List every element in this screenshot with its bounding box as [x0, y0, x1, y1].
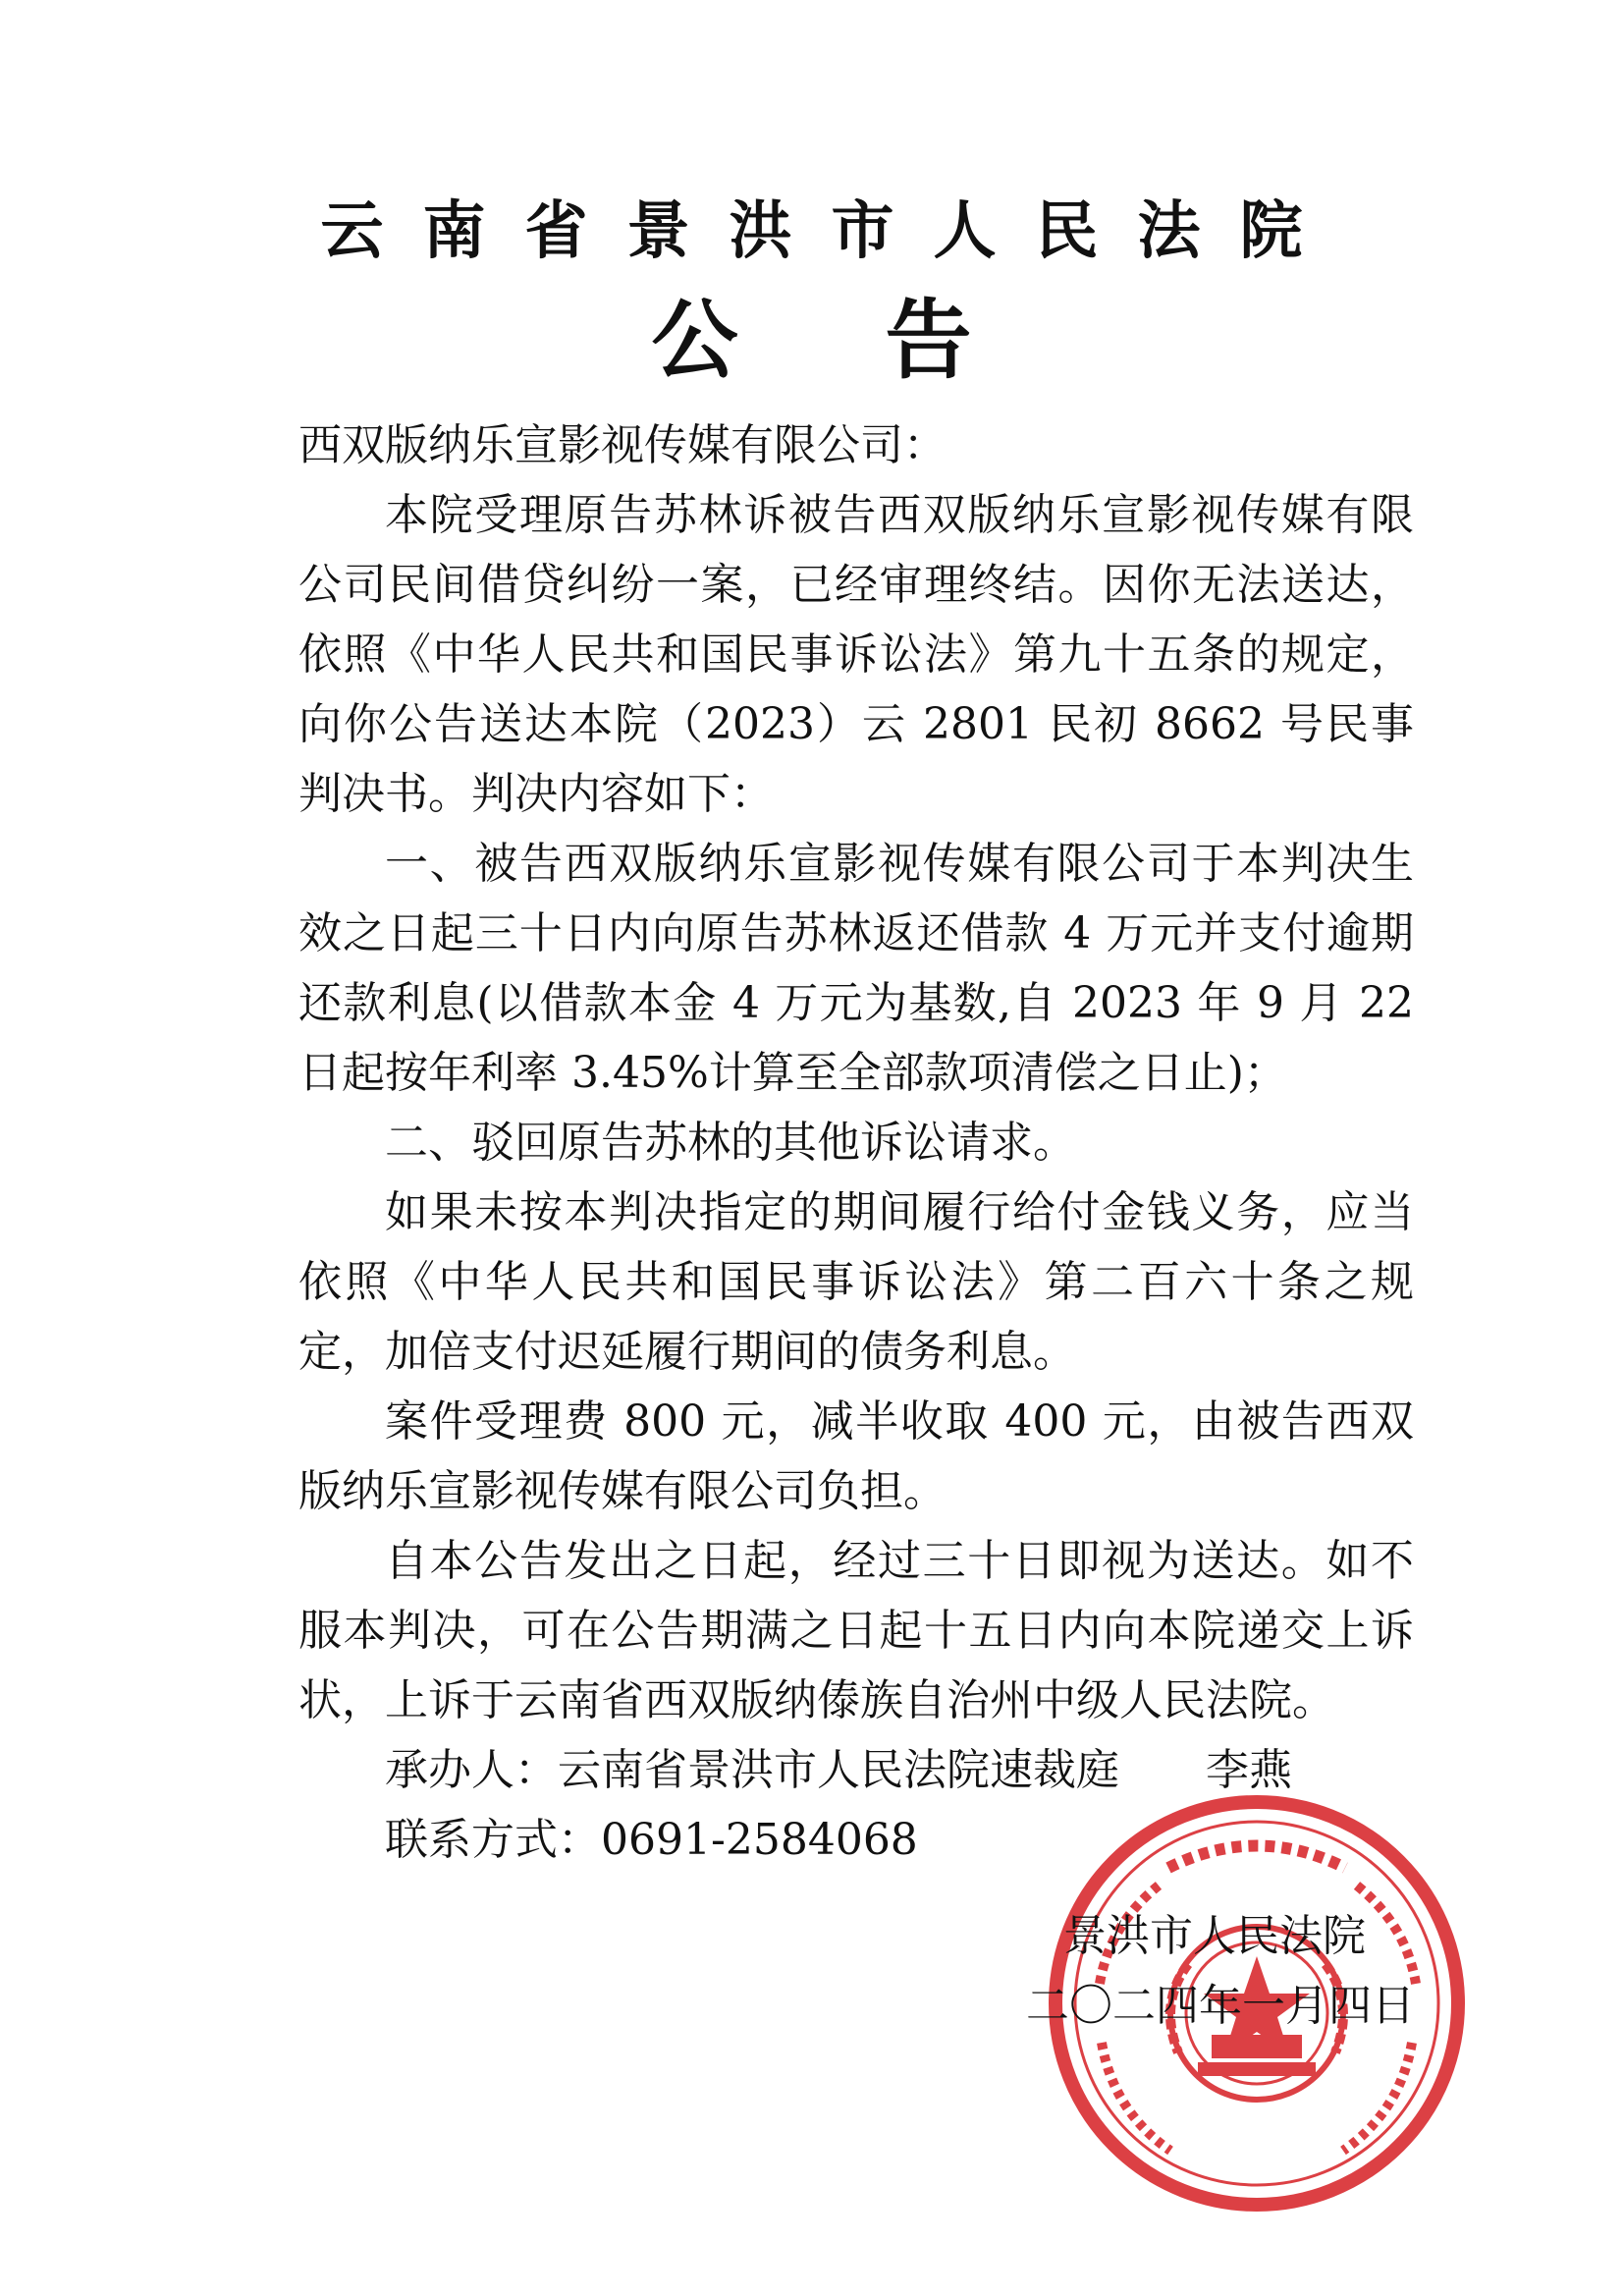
paragraph-case-fee: 案件受理费 800 元，减半收取 400 元，由被告西双版纳乐宣影视传媒有限公司负担。 — [298, 1396, 1414, 1516]
contact-phone: 0691-2584068 — [601, 1815, 918, 1865]
signature-date: 二〇二四年一月四日 — [1026, 1981, 1415, 2031]
undertaker-value: 云南省景洪市人民法院速裁庭 李燕 — [558, 1745, 1292, 1795]
paragraph-judgment-item-2: 二、驳回原告苏林的其他诉讼请求。 — [385, 1118, 1076, 1168]
signature-court-name: 景洪市人民法院 — [1063, 1911, 1366, 1961]
court-name-heading: 云南省景洪市人民法院 — [320, 195, 1342, 268]
document-title: 公告 — [651, 290, 1119, 391]
undertaker-label: 承办人： — [385, 1745, 558, 1795]
addressee: 西双版纳乐宣影视传媒有限公司： — [298, 420, 947, 470]
paragraph-service-appeal: 自本公告发出之日起，经过三十日即视为送达。如不服本判决，可在公告期满之日起十五日内向本院递交上诉状，上诉于云南省西双版纳傣族自治州中级人民法院。 — [298, 1536, 1414, 1725]
paragraph-case-intro: 本院受理原告苏林诉被告西双版纳乐宣影视传媒有限公司民间借贷纠纷一案，已经审理终结。因你无法送达，依照《中华人民共和国民事诉讼法》第九十五条的规定，向你公告送达本院（2023）云 2801 民初 8662 号民事判决书。判决内容如下： — [298, 490, 1414, 819]
contact-label: 联系方式： — [385, 1815, 601, 1865]
paragraph-judgment-item-1: 一、被告西双版纳乐宣影视传媒有限公司于本判决生效之日起三十日内向原告苏林返还借款 4 万元并支付逾期还款利息(以借款本金 4 万元为基数,自 2023 年 9 月 22 日起按年利率 3.45%计算至全部款项清偿之日止)； — [298, 839, 1414, 1098]
notice-body — [298, 410, 1414, 1875]
paragraph-delay-interest: 如果未按本判决指定的期间履行给付金钱义务，应当依照《中华人民共和国民事诉讼法》第二百六十条之规定，加倍支付迟延履行期间的债务利息。 — [298, 1187, 1414, 1377]
